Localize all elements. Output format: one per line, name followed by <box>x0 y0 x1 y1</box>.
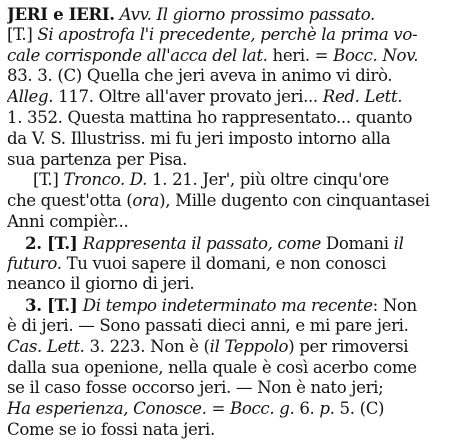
entry-line <box>7 254 467 275</box>
entry-line <box>7 66 467 87</box>
text-run: Ha esperienza, Conosce. <box>7 399 207 419</box>
text-run: il Teppolo <box>209 336 289 356</box>
text-run: ) per rimoversi <box>288 336 409 356</box>
text-run: neanco il giorno di jeri. <box>7 274 195 294</box>
text-run: è di jeri. — Sono passati dieci anni, e mi pare jeri. <box>7 315 409 335</box>
text-run: da V. S. Illustriss. mi fu jeri imposto intorno alla <box>7 128 391 148</box>
text-run: Tronco. D. <box>63 170 148 190</box>
entry-line <box>7 150 467 171</box>
text-run: Bocc. g. <box>229 399 295 419</box>
text-run: 1. 21. Jer', più oltre cinqu'ore <box>147 170 389 190</box>
text-run: [T.] <box>33 170 64 190</box>
entry-line <box>7 4 467 25</box>
text-run: Cas. Lett. <box>7 336 85 356</box>
text-run: 3. 223. Non è ( <box>84 336 210 356</box>
entry-line <box>7 274 467 295</box>
text-run: ), Mille dugento con cinquantasei <box>159 191 430 211</box>
text-run: Si apostrofa l'i precedente, perchè la prima vo- <box>37 24 418 44</box>
text-run: futuro. <box>7 253 62 273</box>
text-run: Come se io fossi nata jeri. <box>7 419 215 439</box>
text-run: heri. = <box>267 45 334 65</box>
text-run: = <box>206 399 230 419</box>
text-run: JERI e IERI. <box>7 4 115 24</box>
entry-line <box>7 337 467 358</box>
entry-line <box>7 108 467 129</box>
text-run: dalla sua openione, nella quale è così acerbo come <box>7 357 417 377</box>
text-run: p. <box>319 399 335 419</box>
text-run: 117. Oltre all'aver provato jeri... <box>53 87 323 107</box>
entry-line <box>7 46 467 67</box>
text-run: Bocc. Nov. <box>333 45 419 65</box>
entry-line <box>7 25 467 46</box>
entry-line <box>7 358 467 379</box>
text-run: Avv. Il giorno prossimo passato. <box>119 5 375 24</box>
text-run: sua partenza per Pisa. <box>7 149 188 169</box>
text-run: 2. [T.] <box>25 232 83 253</box>
text-run: 6. <box>294 399 320 419</box>
text-run: Tu vuoi sapere il domani, e non conosci <box>61 253 386 273</box>
entry-line <box>7 212 467 233</box>
text-run: 3. [T.] <box>25 295 83 316</box>
entry-line <box>7 399 467 420</box>
text-run: [T.] <box>7 24 38 44</box>
text-run: 1. 352. Questa mattina ho rappresentato... quanto <box>7 107 413 127</box>
text-run: cale corrisponde all'acca del lat. <box>7 45 268 65</box>
text-run: Rappresenta il passato, come <box>82 233 321 253</box>
text-run: ora <box>132 191 160 211</box>
entry-line <box>7 233 467 254</box>
text-run: Red. Lett. <box>322 87 403 107</box>
text-run: Anni compièr... <box>7 211 129 231</box>
text-run: Domani <box>320 233 394 253</box>
entry-line <box>7 129 467 150</box>
text-run: Di tempo indeterminato ma recente <box>82 296 373 316</box>
text-run: 5. (C) <box>334 399 385 419</box>
entry-line <box>7 316 467 337</box>
text-run: se il caso fosse occorso jeri. — Non è nato jeri; <box>7 378 384 398</box>
entry-line <box>7 378 467 399</box>
entry-line <box>7 420 467 441</box>
entry-line <box>7 87 467 108</box>
entry-line <box>7 295 467 316</box>
text-run: 83. 3. (C) Quella che jeri aveva in animo vi dirò. <box>7 66 393 86</box>
entry-line <box>7 191 467 212</box>
entry-line <box>7 170 467 191</box>
text-run: che quest'otta ( <box>7 191 133 211</box>
text-run: il <box>393 233 404 253</box>
text-run: Alleg. <box>7 87 54 107</box>
text-run: : Non <box>372 296 417 316</box>
